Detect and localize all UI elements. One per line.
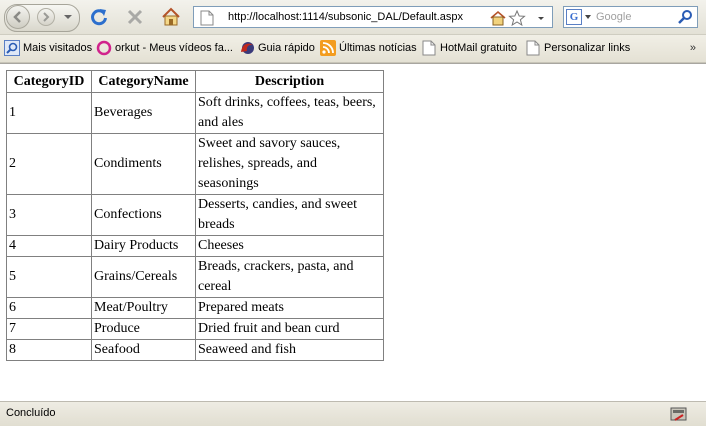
description-cell: Seaweed and fish: [196, 340, 384, 361]
description-cell: Soft drinks, coffees, teas, beers, and ales: [196, 93, 384, 134]
search-engine-dropdown-icon[interactable]: [585, 15, 591, 19]
forward-button[interactable]: [37, 8, 55, 26]
navigation-toolbar: [0, 0, 706, 35]
category-id-cell: 4: [7, 236, 92, 257]
home-icon[interactable]: [160, 6, 182, 28]
url-dropdown-icon[interactable]: [538, 17, 544, 20]
table-row: [7, 236, 384, 257]
rss-house-icon[interactable]: [491, 12, 505, 25]
url-text: http://localhost:1114/subsonic_DAL/Default.aspx: [228, 11, 464, 23]
table-row: [7, 319, 384, 340]
category-name-cell: Grains/Cereals: [92, 257, 196, 298]
page-icon: [525, 40, 541, 56]
table-row: [7, 340, 384, 361]
category-name-cell: Condiments: [92, 134, 196, 195]
table-row: [7, 298, 384, 319]
bookmarks-overflow-button[interactable]: »: [689, 42, 696, 54]
firefox-icon: [239, 40, 255, 56]
categories-table: [6, 70, 384, 361]
reload-icon[interactable]: [88, 6, 110, 28]
arrow-right-icon: [38, 9, 54, 25]
description-cell: Sweet and savory sauces, relishes, spreads, and seasonings: [196, 134, 384, 195]
column-header: CategoryName: [92, 71, 196, 93]
category-name-cell: Meat/Poultry: [92, 298, 196, 319]
description-cell: Desserts, candies, and sweet breads: [196, 195, 384, 236]
orkut-icon: [96, 40, 112, 56]
bookmark-star-icon[interactable]: [510, 11, 525, 25]
page-icon: [200, 10, 214, 26]
magnifier-icon: [4, 40, 20, 56]
column-header: Description: [196, 71, 384, 93]
description-cell: Cheeses: [196, 236, 384, 257]
category-name-cell: Seafood: [92, 340, 196, 361]
search-input[interactable]: Google: [596, 11, 632, 23]
description-cell: Prepared meats: [196, 298, 384, 319]
address-bar-icons: [490, 9, 548, 27]
category-name-cell: Confections: [92, 195, 196, 236]
category-name-cell: Beverages: [92, 93, 196, 134]
history-dropdown-icon[interactable]: [62, 12, 74, 22]
category-id-cell: 8: [7, 340, 92, 361]
category-id-cell: 6: [7, 298, 92, 319]
table-row: [7, 195, 384, 236]
category-id-cell: 7: [7, 319, 92, 340]
description-cell: Breads, crackers, pasta, and cereal: [196, 257, 384, 298]
search-box[interactable]: [563, 6, 698, 28]
category-id-cell: 1: [7, 93, 92, 134]
description-cell: Dried fruit and bean curd: [196, 319, 384, 340]
page-icon: [421, 40, 437, 56]
category-name-cell: Dairy Products: [92, 236, 196, 257]
stop-icon[interactable]: [124, 6, 146, 28]
category-id-cell: 3: [7, 195, 92, 236]
status-text: Concluído: [6, 407, 56, 419]
category-id-cell: 5: [7, 257, 92, 298]
category-id-cell: 2: [7, 134, 92, 195]
table-header-row: [7, 71, 384, 93]
arrow-left-icon: [7, 6, 29, 28]
column-header: CategoryID: [7, 71, 92, 93]
table-row: [7, 257, 384, 298]
status-bar: [0, 401, 706, 426]
category-name-cell: Produce: [92, 319, 196, 340]
search-icon[interactable]: [677, 9, 693, 25]
address-bar[interactable]: [193, 6, 553, 28]
bookmarks-toolbar: Mais visitados orkut - Meus vídeos fa... Guia rápido Últimas notícias HotMail gratuito Personalizar links »: [0, 35, 706, 63]
search-engine-icon[interactable]: G: [566, 9, 582, 25]
rss-icon: [320, 40, 336, 56]
addon-status-icon[interactable]: [670, 405, 688, 423]
page-content: [0, 63, 706, 401]
table-row: [7, 134, 384, 195]
table-row: [7, 93, 384, 134]
back-button[interactable]: [6, 5, 30, 29]
